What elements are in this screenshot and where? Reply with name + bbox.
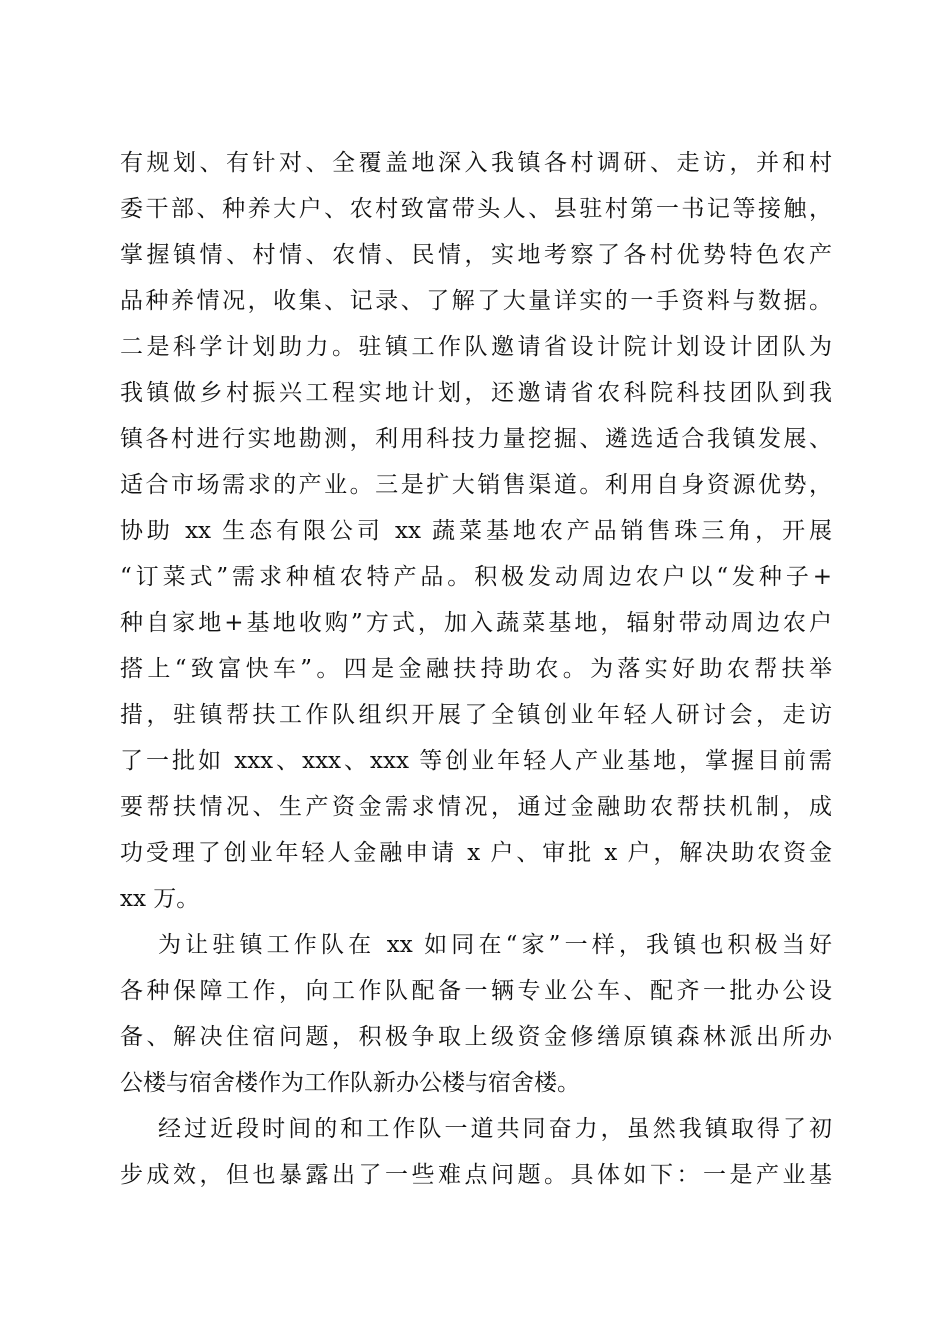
text-line: 有规划、有针对、全覆盖地深入我镇各村调研、走访，并和村 (120, 150, 832, 176)
text-line: 步成效，但也暴露出了一些难点问题。具体如下：一是产业基 (120, 1162, 832, 1188)
text-line: 功受理了创业年轻人金融申请 x 户、审批 x 户，解决助农资金 (120, 840, 832, 866)
text-line: 适合市场需求的产业。三是扩大销售渠道。利用自身资源优势， (120, 472, 832, 498)
text-line: 二是科学计划助力。驻镇工作队邀请省设计院计划设计团队为 (120, 334, 832, 360)
text-line: 我镇做乡村振兴工程实地计划，还邀请省农科院科技团队到我 (120, 380, 832, 406)
text-line: 公楼与宿舍楼作为工作队新办公楼与宿舍楼。 (120, 1070, 580, 1096)
text-line: 品种养情况，收集、记录、了解了大量详实的一手资料与数据。 (120, 288, 832, 314)
text-line: 了一批如 xxx、xxx、xxx 等创业年轻人产业基地，掌握目前需 (120, 748, 832, 774)
paragraph-first-line: 为让驻镇工作队在 xx 如同在“家”一样，我镇也积极当好 (158, 932, 832, 958)
text-line: 委干部、种养大户、农村致富带头人、县驻村第一书记等接触， (120, 196, 832, 222)
text-line: “订菜式”需求种植农特产品。积极发动周边农户以“发种子+ (120, 564, 832, 590)
text-line: 各种保障工作，向工作队配备一辆专业公车、配齐一批办公设 (120, 978, 832, 1004)
text-line: 掌握镇情、村情、农情、民情，实地考察了各村优势特色农产 (120, 242, 832, 268)
paragraph-first-line: 经过近段时间的和工作队一道共同奋力，虽然我镇取得了初 (158, 1116, 832, 1142)
text-line: 协助 xx 生态有限公司 xx 蔬菜基地农产品销售珠三角，开展 (120, 518, 832, 544)
document-body (120, 140, 832, 1198)
text-line: 搭上“致富快车”。四是金融扶持助农。为落实好助农帮扶举 (120, 656, 832, 682)
text-line: 种自家地+基地收购”方式，加入蔬菜基地，辐射带动周边农户 (120, 610, 832, 636)
text-line: 措，驻镇帮扶工作队组织开展了全镇创业年轻人研讨会，走访 (120, 702, 832, 728)
text-line: 要帮扶情况、生产资金需求情况，通过金融助农帮扶机制，成 (120, 794, 832, 820)
text-line: 备、解决住宿问题，积极争取上级资金修缮原镇森林派出所办 (120, 1024, 832, 1050)
text-line: xx 万。 (120, 886, 200, 912)
text-line: 镇各村进行实地勘测，利用科技力量挖掘、遴选适合我镇发展、 (120, 426, 832, 452)
